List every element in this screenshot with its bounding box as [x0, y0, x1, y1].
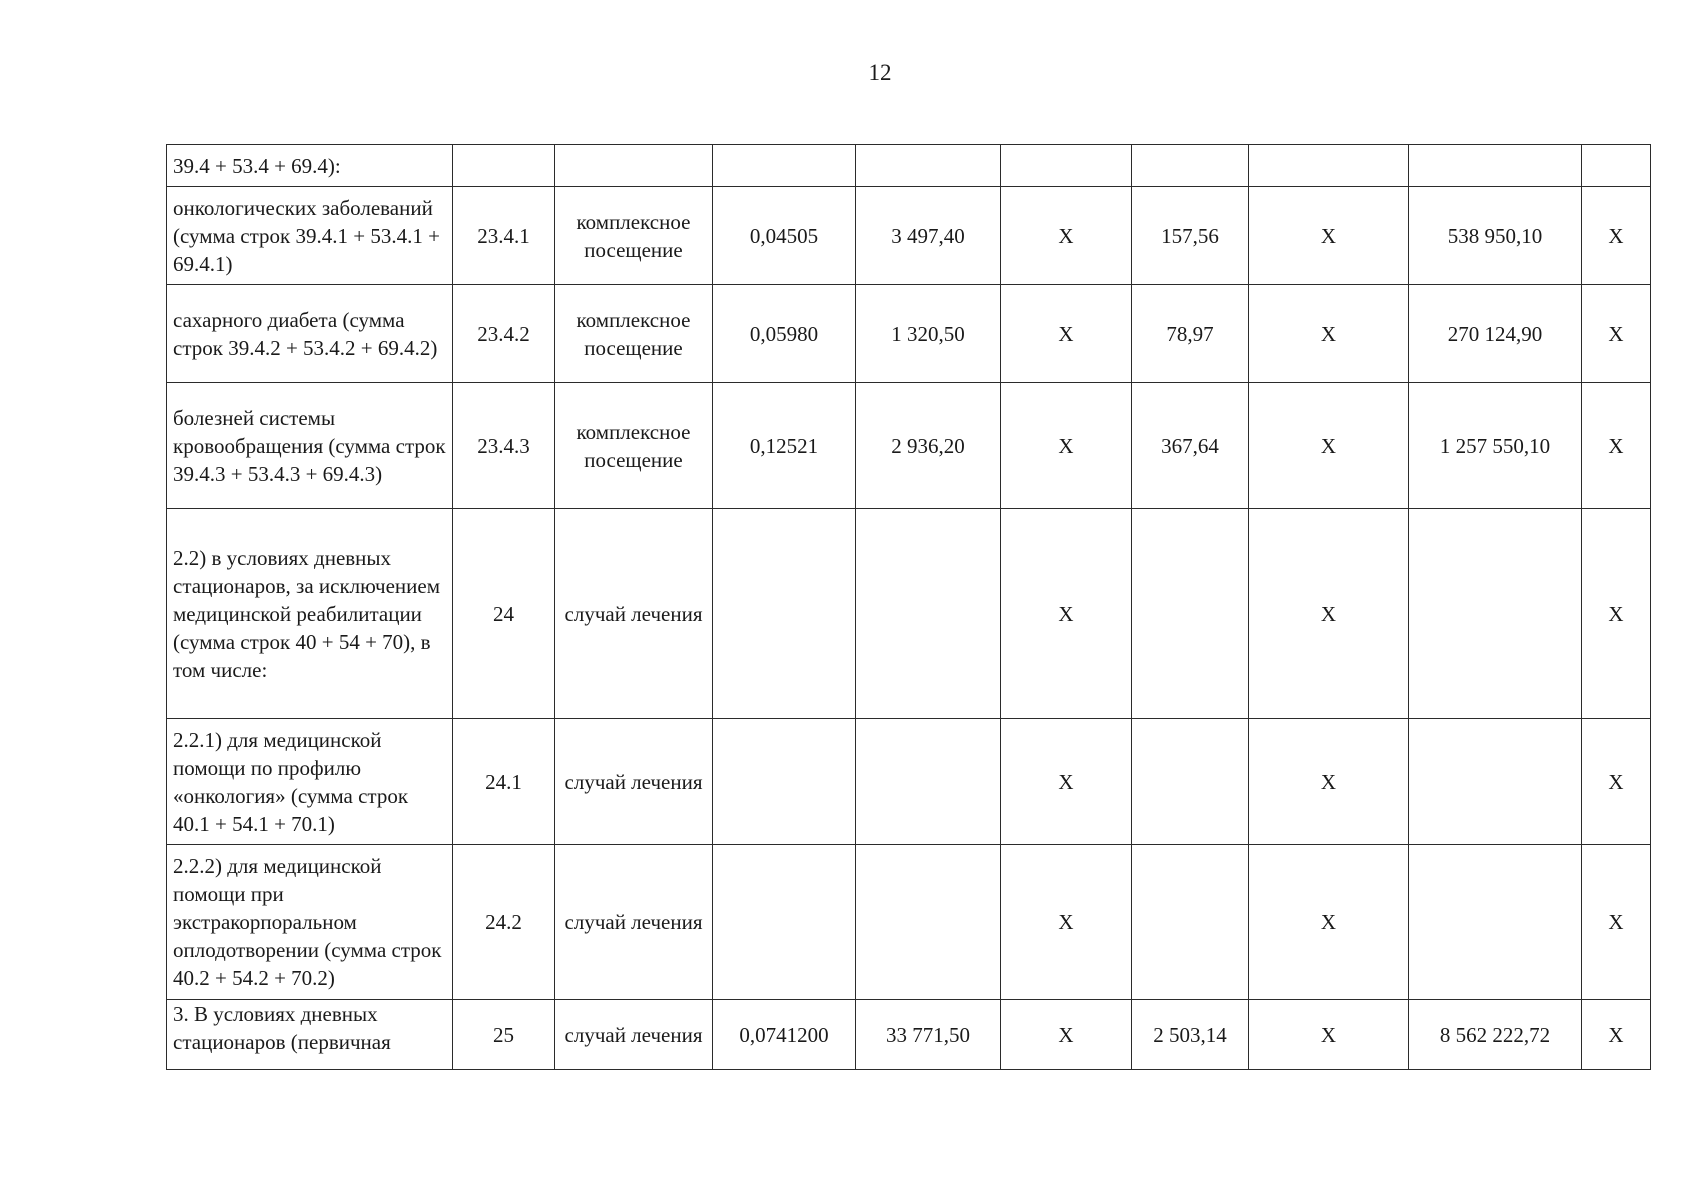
value-cell: 270 124,90 — [1409, 285, 1582, 383]
value-cell: 1 257 550,10 — [1409, 383, 1582, 509]
table-row — [167, 845, 1651, 1000]
value-cell — [1001, 145, 1132, 187]
row-name-cell: сахарного диабета (сумма строк 39.4.2 + 53.4.2 + 69.4.2) — [167, 285, 453, 383]
value-cell — [856, 845, 1001, 1000]
value-cell — [856, 719, 1001, 845]
unit-cell: случай лечения — [555, 509, 713, 719]
value-cell: X — [1001, 285, 1132, 383]
line-number-cell: 23.4.1 — [453, 187, 555, 285]
unit-cell: комплексное посещение — [555, 285, 713, 383]
unit-cell: комплексное посещение — [555, 187, 713, 285]
value-cell: X — [1249, 1000, 1409, 1070]
value-cell: 0,12521 — [713, 383, 856, 509]
value-cell: 2 503,14 — [1132, 1000, 1249, 1070]
data-table — [166, 144, 1651, 1070]
value-cell — [713, 719, 856, 845]
value-cell: X — [1582, 383, 1651, 509]
table-row — [167, 145, 1651, 187]
table-row — [167, 509, 1651, 719]
value-cell: 78,97 — [1132, 285, 1249, 383]
row-name-cell: болезней системы кровообращения (сумма строк 39.4.3 + 53.4.3 + 69.4.3) — [167, 383, 453, 509]
line-number-cell: 24.2 — [453, 845, 555, 1000]
line-number-cell: 23.4.2 — [453, 285, 555, 383]
row-name-cell: онкологических заболеваний (сумма строк 39.4.1 + 53.4.1 + 69.4.1) — [167, 187, 453, 285]
row-name-cell: 2.2.1) для медицинской помощи по профилю «онкология» (сумма строк 40.1 + 54.1 + 70.1) — [167, 719, 453, 845]
value-cell: X — [1249, 187, 1409, 285]
row-name-cell: 2.2) в условиях дневных стационаров, за исключением медицинской реабилитации (сумма строк 40 + 54 + 70), в том числе: — [167, 509, 453, 719]
value-cell: 8 562 222,72 — [1409, 1000, 1582, 1070]
line-number-cell: 24 — [453, 509, 555, 719]
value-cell: X — [1249, 285, 1409, 383]
value-cell: 367,64 — [1132, 383, 1249, 509]
line-number-cell: 25 — [453, 1000, 555, 1070]
value-cell: X — [1001, 383, 1132, 509]
value-cell — [713, 509, 856, 719]
value-cell — [1409, 509, 1582, 719]
value-cell: X — [1582, 719, 1651, 845]
line-number-cell — [453, 145, 555, 187]
value-cell: 157,56 — [1132, 187, 1249, 285]
value-cell: 0,04505 — [713, 187, 856, 285]
value-cell — [1582, 145, 1651, 187]
unit-cell: случай лечения — [555, 719, 713, 845]
value-cell: X — [1249, 845, 1409, 1000]
value-cell: X — [1001, 509, 1132, 719]
value-cell — [713, 145, 856, 187]
value-cell — [1409, 719, 1582, 845]
row-name-cell: 3. В условиях дневных стационаров (первичная — [167, 1000, 453, 1070]
value-cell — [1132, 145, 1249, 187]
row-name-cell: 39.4 + 53.4 + 69.4): — [167, 145, 453, 187]
line-number-cell: 24.1 — [453, 719, 555, 845]
value-cell — [1409, 145, 1582, 187]
value-cell — [1132, 845, 1249, 1000]
value-cell: 2 936,20 — [856, 383, 1001, 509]
table-row — [167, 383, 1651, 509]
unit-cell — [555, 145, 713, 187]
value-cell: 3 497,40 — [856, 187, 1001, 285]
table-row — [167, 1000, 1651, 1070]
value-cell: X — [1001, 719, 1132, 845]
table-row — [167, 187, 1651, 285]
table-row — [167, 285, 1651, 383]
line-number-cell: 23.4.3 — [453, 383, 555, 509]
value-cell: 1 320,50 — [856, 285, 1001, 383]
value-cell: X — [1249, 383, 1409, 509]
value-cell: X — [1582, 1000, 1651, 1070]
value-cell — [1409, 845, 1582, 1000]
value-cell: 0,05980 — [713, 285, 856, 383]
value-cell: X — [1249, 509, 1409, 719]
value-cell: X — [1582, 285, 1651, 383]
value-cell — [1132, 509, 1249, 719]
page-number: 12 — [868, 60, 892, 85]
value-cell — [1132, 719, 1249, 845]
value-cell — [1249, 145, 1409, 187]
value-cell: X — [1001, 845, 1132, 1000]
value-cell: X — [1582, 187, 1651, 285]
value-cell: X — [1582, 845, 1651, 1000]
unit-cell: комплексное посещение — [555, 383, 713, 509]
value-cell — [856, 509, 1001, 719]
unit-cell: случай лечения — [555, 1000, 713, 1070]
value-cell: X — [1001, 1000, 1132, 1070]
table-row — [167, 719, 1651, 845]
value-cell: 538 950,10 — [1409, 187, 1582, 285]
value-cell: X — [1249, 719, 1409, 845]
unit-cell: случай лечения — [555, 845, 713, 1000]
value-cell: X — [1001, 187, 1132, 285]
value-cell: X — [1582, 509, 1651, 719]
value-cell — [713, 845, 856, 1000]
value-cell: 33 771,50 — [856, 1000, 1001, 1070]
value-cell: 0,0741200 — [713, 1000, 856, 1070]
value-cell — [856, 145, 1001, 187]
row-name-cell: 2.2.2) для медицинской помощи при экстракорпоральном оплодотворении (сумма строк 40.2 + 54.2 + 70.2) — [167, 845, 453, 1000]
